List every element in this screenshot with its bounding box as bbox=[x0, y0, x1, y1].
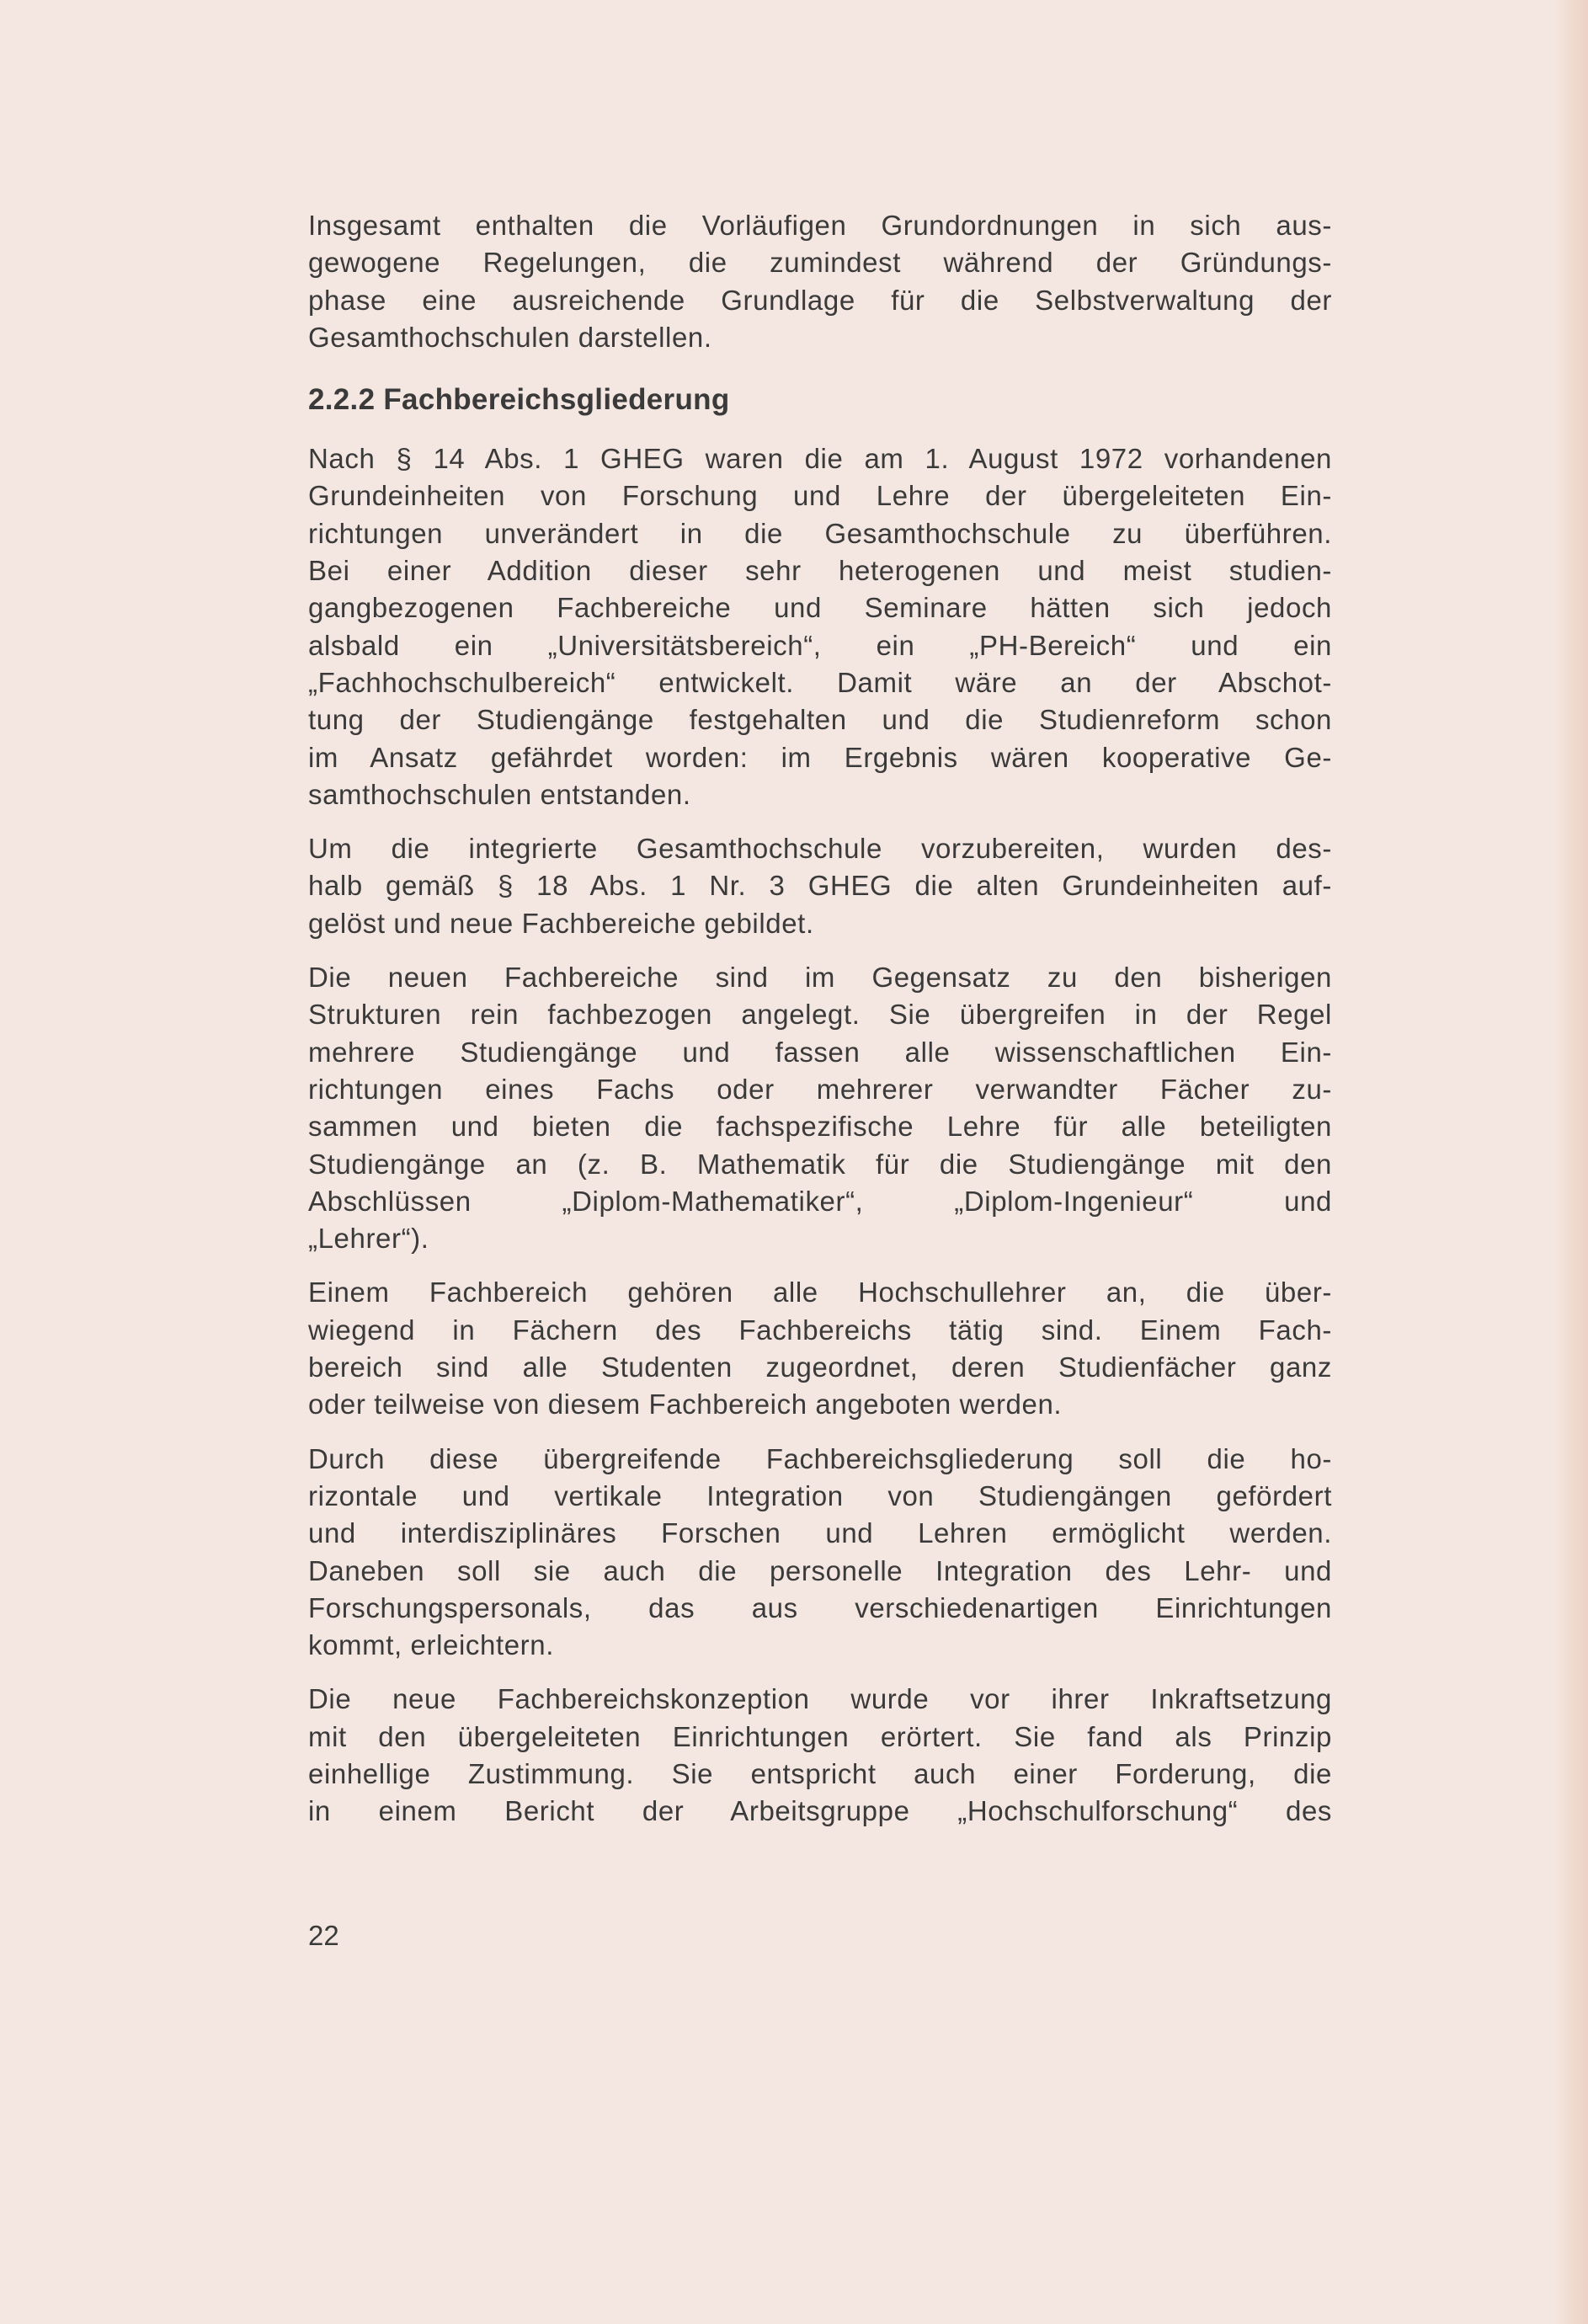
text-line: alsbald ein „Universitätsbereich“, ein „PH-Bereich“ und ein bbox=[308, 629, 1332, 661]
text-line: bereich sind alle Studenten zugeordnet, deren Studienfächer ganz bbox=[308, 1351, 1332, 1383]
text-line: rizontale und vertikale Integration von Studiengängen gefördert bbox=[308, 1479, 1332, 1511]
text-line: richtungen unverändert in die Gesamthochschule zu überführen. bbox=[308, 517, 1332, 549]
text-line: Abschlüssen „Diplom-Mathematiker“, „Diplom-Ingenieur“ und bbox=[308, 1185, 1332, 1217]
paragraph-7 bbox=[308, 1681, 1332, 1830]
text-line: Grundeinheiten von Forschung und Lehre der übergeleiteten Ein- bbox=[308, 480, 1332, 512]
paragraph-5 bbox=[308, 1274, 1332, 1423]
text-column bbox=[308, 207, 1332, 1847]
text-line: Bei einer Addition dieser sehr heterogenen und meist studien- bbox=[308, 555, 1332, 587]
paragraph-4 bbox=[308, 959, 1332, 1257]
text-line: kommt, erleichtern. bbox=[308, 1629, 554, 1661]
page-edge bbox=[1554, 0, 1588, 2324]
text-line: Daneben soll sie auch die personelle Integration des Lehr- und bbox=[308, 1554, 1332, 1586]
section-heading: 2.2.2 Fachbereichsgliederung bbox=[308, 383, 730, 417]
text-line: Durch diese übergreifende Fachbereichsgliederung soll die ho- bbox=[308, 1442, 1332, 1474]
text-line: Die neuen Fachbereiche sind im Gegensatz zu den bisherigen bbox=[308, 962, 1332, 994]
text-line: samthochschulen entstanden. bbox=[308, 778, 691, 810]
text-line: in einem Bericht der Arbeitsgruppe „Hochschulforschung“ des bbox=[308, 1795, 1332, 1827]
text-line: Forschungspersonals, das aus verschiedenartigen Einrichtungen bbox=[308, 1591, 1332, 1623]
text-line: mit den übergeleiteten Einrichtungen erörtert. Sie fand als Prinzip bbox=[308, 1720, 1332, 1752]
text-line: Studiengänge an (z. B. Mathematik für die Studiengänge mit den bbox=[308, 1148, 1332, 1180]
text-line: im Ansatz gefährdet worden: im Ergebnis wären kooperative Ge- bbox=[308, 741, 1332, 773]
text-line: wiegend in Fächern des Fachbereichs tätig sind. Einem Fach- bbox=[308, 1314, 1332, 1346]
text-line: gelöst und neue Fachbereiche gebildet. bbox=[308, 907, 814, 939]
text-line: sammen und bieten die fachspezifische Lehre für alle beteiligten bbox=[308, 1111, 1332, 1143]
text-line: und interdisziplinäres Forschen und Lehren ermöglicht werden. bbox=[308, 1517, 1332, 1549]
paragraph-6 bbox=[308, 1441, 1332, 1665]
text-line: tung der Studiengänge festgehalten und die Studienreform schon bbox=[308, 704, 1332, 736]
text-line: Um die integrierte Gesamthochschule vorzubereiten, wurden des- bbox=[308, 833, 1332, 865]
text-line: gewogene Regelungen, die zumindest während der Gründungs- bbox=[308, 247, 1332, 279]
paragraph-3 bbox=[308, 830, 1332, 942]
text-line: Gesamthochschulen darstellen. bbox=[308, 321, 712, 353]
text-line: phase eine ausreichende Grundlage für die Selbstverwaltung der bbox=[308, 284, 1332, 316]
text-line: mehrere Studiengänge und fassen alle wissenschaftlichen Ein- bbox=[308, 1036, 1332, 1068]
text-line: Die neue Fachbereichskonzeption wurde vor ihrer Inkraftsetzung bbox=[308, 1683, 1332, 1715]
text-line: Einem Fachbereich gehören alle Hochschullehrer an, die über- bbox=[308, 1277, 1332, 1309]
text-line: halb gemäß § 18 Abs. 1 Nr. 3 GHEG die alten Grundeinheiten auf- bbox=[308, 870, 1332, 902]
text-line: oder teilweise von diesem Fachbereich angeboten werden. bbox=[308, 1389, 1063, 1421]
text-line: „Fachhochschulbereich“ entwickelt. Damit wäre an der Abschot- bbox=[308, 666, 1332, 698]
page-number: 22 bbox=[308, 1920, 339, 1951]
text-line: Nach § 14 Abs. 1 GHEG waren die am 1. August 1972 vorhandenen bbox=[308, 443, 1332, 475]
paragraph-1 bbox=[308, 207, 1332, 356]
text-line: gangbezogenen Fachbereiche und Seminare hätten sich jedoch bbox=[308, 592, 1332, 624]
text-line: einhellige Zustimmung. Sie entspricht auch einer Forderung, die bbox=[308, 1757, 1332, 1789]
text-line: „Lehrer“). bbox=[308, 1223, 429, 1255]
text-line: richtungen eines Fachs oder mehrerer verwandter Fächer zu- bbox=[308, 1073, 1332, 1105]
text-line: Insgesamt enthalten die Vorläufigen Grundordnungen in sich aus- bbox=[308, 210, 1332, 241]
paragraph-2 bbox=[308, 440, 1332, 813]
text-line: Strukturen rein fachbezogen angelegt. Sie übergreifen in der Regel bbox=[308, 999, 1332, 1031]
